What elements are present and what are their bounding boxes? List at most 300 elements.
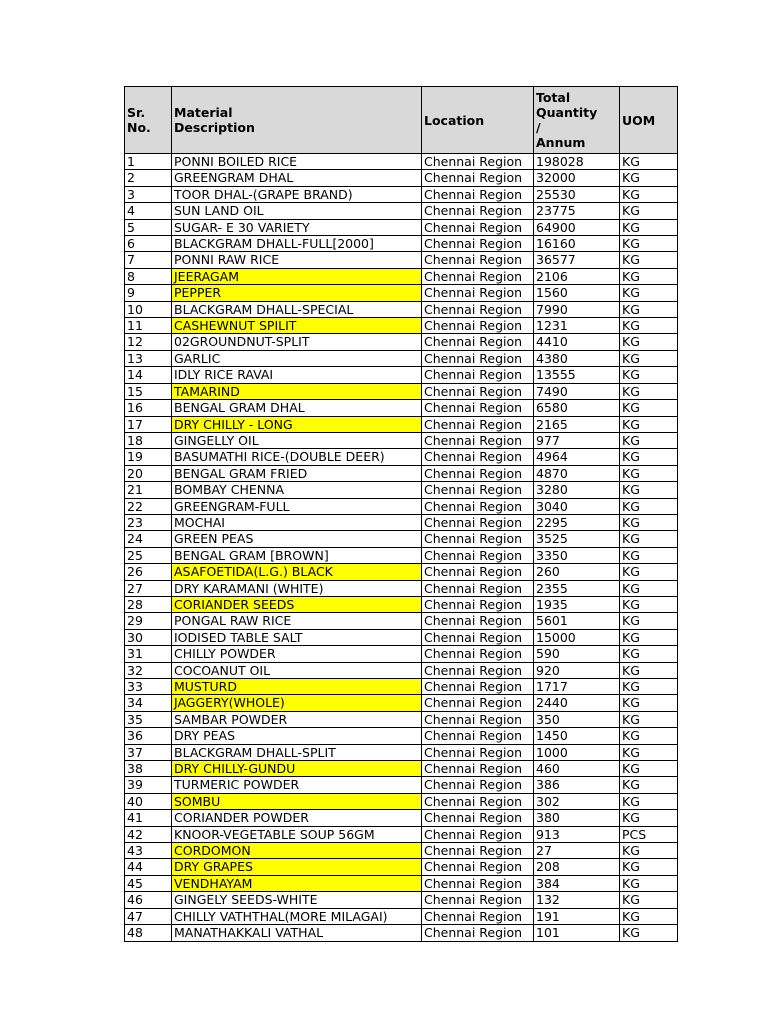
cell-sr-no: 39 <box>125 777 172 793</box>
cell-quantity: 1231 <box>534 318 620 334</box>
cell-quantity: 5601 <box>534 613 620 629</box>
table-row <box>125 498 678 514</box>
cell-material-description: CORIANDER SEEDS <box>172 596 422 612</box>
cell-quantity: 302 <box>534 793 620 809</box>
cell-sr-no: 31 <box>125 646 172 662</box>
cell-location: Chennai Region <box>422 728 534 744</box>
cell-uom: KG <box>620 301 678 317</box>
cell-sr-no: 5 <box>125 219 172 235</box>
cell-sr-no: 25 <box>125 547 172 563</box>
cell-uom: KG <box>620 154 678 170</box>
cell-sr-no: 21 <box>125 482 172 498</box>
cell-location: Chennai Region <box>422 252 534 268</box>
cell-uom: KG <box>620 793 678 809</box>
cell-material-description: TAMARIND <box>172 383 422 399</box>
cell-sr-no: 47 <box>125 908 172 924</box>
cell-sr-no: 42 <box>125 826 172 842</box>
cell-uom: KG <box>620 350 678 366</box>
cell-uom: KG <box>620 646 678 662</box>
table-row <box>125 318 678 334</box>
cell-quantity: 1935 <box>534 596 620 612</box>
cell-quantity: 977 <box>534 432 620 448</box>
cell-sr-no: 24 <box>125 531 172 547</box>
cell-sr-no: 37 <box>125 744 172 760</box>
cell-quantity: 32000 <box>534 170 620 186</box>
cell-material-description: COCOANUT OIL <box>172 662 422 678</box>
cell-material-description: KNOOR-VEGETABLE SOUP 56GM <box>172 826 422 842</box>
cell-quantity: 920 <box>534 662 620 678</box>
cell-sr-no: 29 <box>125 613 172 629</box>
cell-quantity: 3280 <box>534 482 620 498</box>
cell-location: Chennai Region <box>422 744 534 760</box>
cell-quantity: 15000 <box>534 629 620 645</box>
cell-sr-no: 34 <box>125 695 172 711</box>
header-quantity-line2: Quantity <box>536 105 598 120</box>
cell-location: Chennai Region <box>422 449 534 465</box>
header-material-description <box>172 87 422 154</box>
table-row <box>125 170 678 186</box>
cell-location: Chennai Region <box>422 793 534 809</box>
cell-location: Chennai Region <box>422 679 534 695</box>
table-row <box>125 482 678 498</box>
cell-sr-no: 32 <box>125 662 172 678</box>
table-row <box>125 580 678 596</box>
table-row <box>125 679 678 695</box>
cell-sr-no: 28 <box>125 596 172 612</box>
table-row <box>125 711 678 727</box>
cell-material-description: SUN LAND OIL <box>172 203 422 219</box>
cell-uom: KG <box>620 744 678 760</box>
cell-uom: KG <box>620 236 678 252</box>
cell-uom: KG <box>620 416 678 432</box>
cell-sr-no: 6 <box>125 236 172 252</box>
cell-material-description: ASAFOETIDA(L.G.) BLACK <box>172 564 422 580</box>
cell-material-description: DRY GRAPES <box>172 859 422 875</box>
table-row <box>125 432 678 448</box>
cell-quantity: 27 <box>534 843 620 859</box>
cell-sr-no: 36 <box>125 728 172 744</box>
cell-quantity: 386 <box>534 777 620 793</box>
table-row <box>125 777 678 793</box>
cell-quantity: 1000 <box>534 744 620 760</box>
cell-quantity: 198028 <box>534 154 620 170</box>
cell-material-description: DRY CHILLY-GUNDU <box>172 761 422 777</box>
cell-location: Chennai Region <box>422 350 534 366</box>
cell-material-description: MUSTURD <box>172 679 422 695</box>
cell-uom: KG <box>620 334 678 350</box>
cell-material-description: MOCHAI <box>172 514 422 530</box>
cell-material-description: BENGAL GRAM DHAL <box>172 400 422 416</box>
cell-uom: KG <box>620 695 678 711</box>
table-row <box>125 350 678 366</box>
cell-uom: KG <box>620 531 678 547</box>
header-quantity-line1: Total <box>536 90 571 105</box>
cell-sr-no: 41 <box>125 810 172 826</box>
header-quantity-line4: Annum <box>536 135 586 150</box>
cell-location: Chennai Region <box>422 383 534 399</box>
cell-sr-no: 46 <box>125 892 172 908</box>
cell-sr-no: 17 <box>125 416 172 432</box>
cell-sr-no: 35 <box>125 711 172 727</box>
cell-material-description: GREEN PEAS <box>172 531 422 547</box>
cell-material-description: BOMBAY CHENNA <box>172 482 422 498</box>
cell-sr-no: 38 <box>125 761 172 777</box>
cell-material-description: SUGAR- E 30 VARIETY <box>172 219 422 235</box>
cell-uom: KG <box>620 613 678 629</box>
cell-material-description: JEERAGAM <box>172 268 422 284</box>
cell-uom: KG <box>620 761 678 777</box>
table-row <box>125 695 678 711</box>
table-row <box>125 383 678 399</box>
cell-location: Chennai Region <box>422 859 534 875</box>
cell-material-description: CORDOMON <box>172 843 422 859</box>
cell-material-description: SAMBAR POWDER <box>172 711 422 727</box>
cell-uom: KG <box>620 679 678 695</box>
cell-sr-no: 16 <box>125 400 172 416</box>
cell-quantity: 4410 <box>534 334 620 350</box>
cell-quantity: 23775 <box>534 203 620 219</box>
cell-location: Chennai Region <box>422 547 534 563</box>
cell-material-description: DRY CHILLY - LONG <box>172 416 422 432</box>
cell-uom: KG <box>620 318 678 334</box>
cell-uom: KG <box>620 498 678 514</box>
cell-material-description: GINGELLY OIL <box>172 432 422 448</box>
table-row <box>125 744 678 760</box>
cell-quantity: 2106 <box>534 268 620 284</box>
cell-uom: KG <box>620 925 678 941</box>
cell-location: Chennai Region <box>422 498 534 514</box>
cell-uom: KG <box>620 170 678 186</box>
cell-uom: KG <box>620 892 678 908</box>
header-material-line1: Material <box>174 105 233 120</box>
cell-location: Chennai Region <box>422 285 534 301</box>
table-row <box>125 564 678 580</box>
cell-quantity: 2355 <box>534 580 620 596</box>
cell-uom: KG <box>620 449 678 465</box>
cell-sr-no: 33 <box>125 679 172 695</box>
cell-sr-no: 9 <box>125 285 172 301</box>
cell-location: Chennai Region <box>422 711 534 727</box>
cell-material-description: VENDHAYAM <box>172 875 422 891</box>
header-uom: UOM <box>620 87 678 154</box>
cell-material-description: CORIANDER POWDER <box>172 810 422 826</box>
table-row <box>125 875 678 891</box>
cell-sr-no: 10 <box>125 301 172 317</box>
cell-uom: KG <box>620 564 678 580</box>
cell-sr-no: 45 <box>125 875 172 891</box>
cell-sr-no: 3 <box>125 186 172 202</box>
cell-location: Chennai Region <box>422 761 534 777</box>
cell-material-description: DRY PEAS <box>172 728 422 744</box>
table-body <box>125 154 678 942</box>
cell-sr-no: 27 <box>125 580 172 596</box>
table-row <box>125 203 678 219</box>
cell-uom: KG <box>620 252 678 268</box>
cell-sr-no: 14 <box>125 367 172 383</box>
cell-sr-no: 13 <box>125 350 172 366</box>
cell-location: Chennai Region <box>422 465 534 481</box>
cell-uom: KG <box>620 859 678 875</box>
cell-quantity: 2295 <box>534 514 620 530</box>
cell-material-description: TURMERIC POWDER <box>172 777 422 793</box>
cell-material-description: CHILLY VATHTHAL(MORE MILAGAI) <box>172 908 422 924</box>
table-row <box>125 859 678 875</box>
cell-uom: KG <box>620 629 678 645</box>
cell-uom: KG <box>620 777 678 793</box>
cell-location: Chennai Region <box>422 777 534 793</box>
cell-quantity: 4380 <box>534 350 620 366</box>
cell-sr-no: 12 <box>125 334 172 350</box>
cell-quantity: 3350 <box>534 547 620 563</box>
cell-material-description: TOOR DHAL-(GRAPE BRAND) <box>172 186 422 202</box>
table-row <box>125 449 678 465</box>
cell-location: Chennai Region <box>422 629 534 645</box>
table-row <box>125 596 678 612</box>
cell-sr-no: 44 <box>125 859 172 875</box>
header-sr-no <box>125 87 172 154</box>
cell-material-description: 02GROUNDNUT-SPLIT <box>172 334 422 350</box>
cell-quantity: 7490 <box>534 383 620 399</box>
cell-quantity: 191 <box>534 908 620 924</box>
table-row <box>125 925 678 941</box>
table-row <box>125 416 678 432</box>
table-row <box>125 268 678 284</box>
table-row <box>125 367 678 383</box>
table-row <box>125 761 678 777</box>
header-quantity-line3: / <box>536 120 541 135</box>
cell-location: Chennai Region <box>422 219 534 235</box>
cell-location: Chennai Region <box>422 925 534 941</box>
header-sr-no-line1: Sr. <box>127 105 146 120</box>
cell-uom: KG <box>620 285 678 301</box>
cell-quantity: 1717 <box>534 679 620 695</box>
cell-uom: KG <box>620 482 678 498</box>
cell-location: Chennai Region <box>422 514 534 530</box>
cell-sr-no: 1 <box>125 154 172 170</box>
cell-quantity: 460 <box>534 761 620 777</box>
cell-uom: KG <box>620 711 678 727</box>
table-row <box>125 400 678 416</box>
cell-uom: KG <box>620 400 678 416</box>
cell-location: Chennai Region <box>422 596 534 612</box>
cell-material-description: GARLIC <box>172 350 422 366</box>
table-row <box>125 662 678 678</box>
cell-uom: KG <box>620 662 678 678</box>
cell-location: Chennai Region <box>422 432 534 448</box>
cell-uom: KG <box>620 219 678 235</box>
cell-sr-no: 26 <box>125 564 172 580</box>
cell-location: Chennai Region <box>422 400 534 416</box>
cell-material-description: PONGAL RAW RICE <box>172 613 422 629</box>
header-row <box>125 87 678 154</box>
cell-quantity: 16160 <box>534 236 620 252</box>
cell-material-description: CHILLY POWDER <box>172 646 422 662</box>
cell-uom: KG <box>620 580 678 596</box>
cell-location: Chennai Region <box>422 268 534 284</box>
cell-sr-no: 43 <box>125 843 172 859</box>
table-row <box>125 252 678 268</box>
cell-location: Chennai Region <box>422 236 534 252</box>
cell-quantity: 64900 <box>534 219 620 235</box>
cell-location: Chennai Region <box>422 662 534 678</box>
cell-location: Chennai Region <box>422 580 534 596</box>
table-row <box>125 186 678 202</box>
cell-sr-no: 22 <box>125 498 172 514</box>
cell-location: Chennai Region <box>422 875 534 891</box>
table-row <box>125 219 678 235</box>
cell-sr-no: 30 <box>125 629 172 645</box>
cell-uom: KG <box>620 367 678 383</box>
cell-uom: KG <box>620 728 678 744</box>
table-row <box>125 547 678 563</box>
cell-sr-no: 40 <box>125 793 172 809</box>
table-row <box>125 285 678 301</box>
cell-uom: KG <box>620 514 678 530</box>
table-row <box>125 531 678 547</box>
table-row <box>125 728 678 744</box>
cell-location: Chennai Region <box>422 416 534 432</box>
cell-quantity: 4870 <box>534 465 620 481</box>
cell-material-description: JAGGERY(WHOLE) <box>172 695 422 711</box>
cell-quantity: 350 <box>534 711 620 727</box>
cell-material-description: PONNI RAW RICE <box>172 252 422 268</box>
cell-uom: KG <box>620 547 678 563</box>
cell-material-description: GINGELY SEEDS-WHITE <box>172 892 422 908</box>
header-sr-no-line2: No. <box>127 120 151 135</box>
cell-quantity: 2165 <box>534 416 620 432</box>
cell-sr-no: 8 <box>125 268 172 284</box>
cell-quantity: 260 <box>534 564 620 580</box>
cell-quantity: 132 <box>534 892 620 908</box>
table-row <box>125 154 678 170</box>
cell-uom: KG <box>620 810 678 826</box>
cell-location: Chennai Region <box>422 564 534 580</box>
cell-uom: KG <box>620 432 678 448</box>
cell-sr-no: 15 <box>125 383 172 399</box>
cell-location: Chennai Region <box>422 613 534 629</box>
cell-sr-no: 20 <box>125 465 172 481</box>
cell-sr-no: 23 <box>125 514 172 530</box>
cell-location: Chennai Region <box>422 695 534 711</box>
cell-location: Chennai Region <box>422 646 534 662</box>
cell-material-description: BLACKGRAM DHALL-SPLIT <box>172 744 422 760</box>
cell-quantity: 208 <box>534 859 620 875</box>
cell-quantity: 13555 <box>534 367 620 383</box>
cell-uom: KG <box>620 908 678 924</box>
cell-location: Chennai Region <box>422 301 534 317</box>
cell-quantity: 36577 <box>534 252 620 268</box>
cell-location: Chennai Region <box>422 203 534 219</box>
table-row <box>125 892 678 908</box>
table-row <box>125 301 678 317</box>
cell-quantity: 384 <box>534 875 620 891</box>
cell-quantity: 101 <box>534 925 620 941</box>
cell-material-description: BLACKGRAM DHALL-SPECIAL <box>172 301 422 317</box>
header-total-quantity <box>534 87 620 154</box>
cell-location: Chennai Region <box>422 892 534 908</box>
cell-material-description: PONNI BOILED RICE <box>172 154 422 170</box>
cell-sr-no: 2 <box>125 170 172 186</box>
table-row <box>125 826 678 842</box>
table-row <box>125 236 678 252</box>
table-row <box>125 613 678 629</box>
cell-material-description: BENGAL GRAM [BROWN] <box>172 547 422 563</box>
table-row <box>125 334 678 350</box>
table-row <box>125 646 678 662</box>
cell-material-description: GREENGRAM-FULL <box>172 498 422 514</box>
cell-sr-no: 7 <box>125 252 172 268</box>
cell-material-description: IODISED TABLE SALT <box>172 629 422 645</box>
cell-uom: KG <box>620 203 678 219</box>
cell-sr-no: 19 <box>125 449 172 465</box>
cell-location: Chennai Region <box>422 186 534 202</box>
cell-material-description: DRY KARAMANI (WHITE) <box>172 580 422 596</box>
cell-location: Chennai Region <box>422 334 534 350</box>
cell-sr-no: 18 <box>125 432 172 448</box>
cell-uom: KG <box>620 596 678 612</box>
cell-material-description: CASHEWNUT SPILIT <box>172 318 422 334</box>
cell-sr-no: 11 <box>125 318 172 334</box>
cell-location: Chennai Region <box>422 367 534 383</box>
cell-location: Chennai Region <box>422 810 534 826</box>
materials-table <box>124 86 678 942</box>
table-row <box>125 908 678 924</box>
cell-material-description: BLACKGRAM DHALL-FULL[2000] <box>172 236 422 252</box>
table-header <box>125 87 678 154</box>
cell-location: Chennai Region <box>422 170 534 186</box>
cell-uom: KG <box>620 186 678 202</box>
cell-quantity: 1560 <box>534 285 620 301</box>
cell-uom: PCS <box>620 826 678 842</box>
cell-uom: KG <box>620 843 678 859</box>
table-row <box>125 629 678 645</box>
header-material-line2: Description <box>174 120 255 135</box>
cell-location: Chennai Region <box>422 908 534 924</box>
cell-quantity: 4964 <box>534 449 620 465</box>
cell-location: Chennai Region <box>422 531 534 547</box>
cell-quantity: 3040 <box>534 498 620 514</box>
table-row <box>125 843 678 859</box>
cell-location: Chennai Region <box>422 826 534 842</box>
cell-uom: KG <box>620 875 678 891</box>
cell-location: Chennai Region <box>422 154 534 170</box>
cell-material-description: GREENGRAM DHAL <box>172 170 422 186</box>
cell-sr-no: 4 <box>125 203 172 219</box>
cell-location: Chennai Region <box>422 843 534 859</box>
cell-uom: KG <box>620 465 678 481</box>
cell-quantity: 7990 <box>534 301 620 317</box>
cell-uom: KG <box>620 268 678 284</box>
cell-quantity: 590 <box>534 646 620 662</box>
cell-material-description: SOMBU <box>172 793 422 809</box>
table-row <box>125 465 678 481</box>
cell-quantity: 3525 <box>534 531 620 547</box>
cell-material-description: IDLY RICE RAVAI <box>172 367 422 383</box>
cell-material-description: BASUMATHI RICE-(DOUBLE DEER) <box>172 449 422 465</box>
cell-material-description: BENGAL GRAM FRIED <box>172 465 422 481</box>
table-row <box>125 514 678 530</box>
cell-sr-no: 48 <box>125 925 172 941</box>
cell-quantity: 2440 <box>534 695 620 711</box>
cell-location: Chennai Region <box>422 318 534 334</box>
cell-location: Chennai Region <box>422 482 534 498</box>
cell-quantity: 380 <box>534 810 620 826</box>
cell-quantity: 1450 <box>534 728 620 744</box>
cell-quantity: 6580 <box>534 400 620 416</box>
table-row <box>125 810 678 826</box>
header-location: Location <box>422 87 534 154</box>
cell-material-description: MANATHAKKALI VATHAL <box>172 925 422 941</box>
